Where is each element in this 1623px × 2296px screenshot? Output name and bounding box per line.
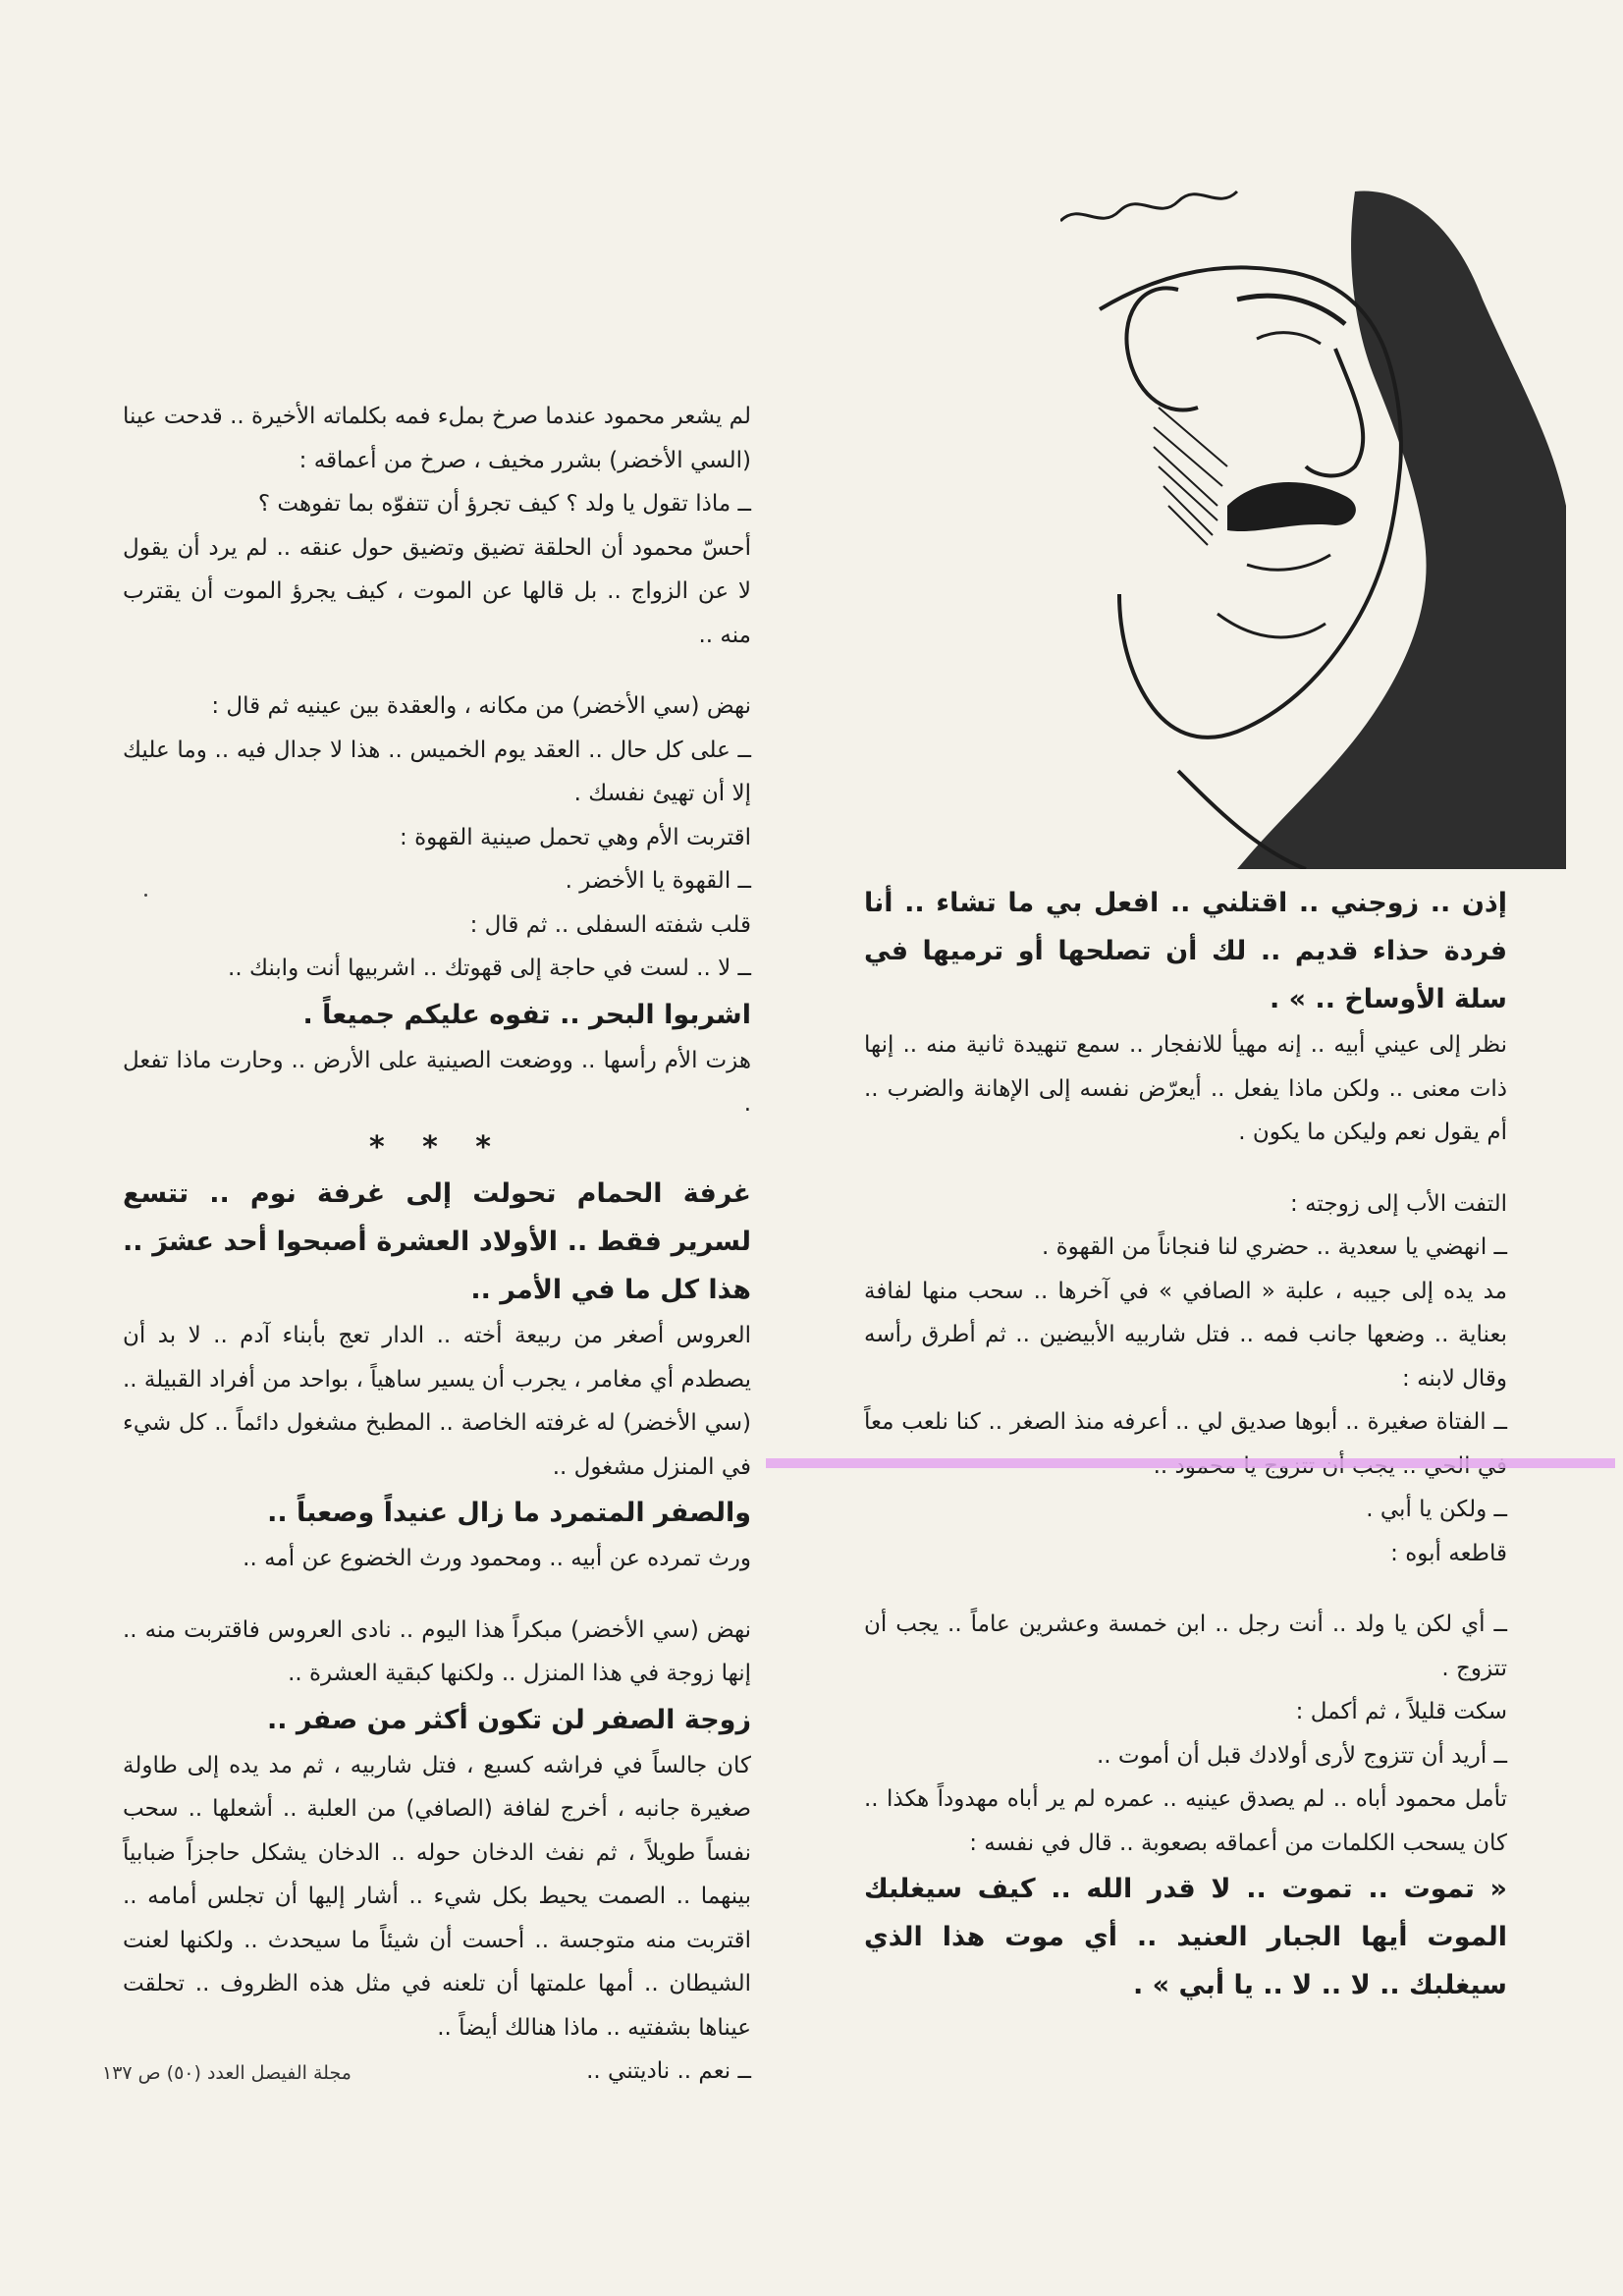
paragraph: ــ ماذا تقول يا ولد ؟ كيف تجرؤ أن تتفوّه بما تفوهت ؟ bbox=[257, 491, 751, 517]
paragraph: ــ أريد أن تتزوج لأرى أولادك قبل أن أموت .. bbox=[1096, 1742, 1507, 1769]
paragraph: ــ أي لكن يا ولد .. أنت رجل .. ابن خمسة وعشرين عاماً .. يجب أن تتزوج . bbox=[864, 1612, 1507, 1681]
man-portrait-sketch-icon bbox=[1060, 182, 1571, 869]
paragraph: ــ الفتاة صغيرة .. أبوها صديق لي .. أعرفه منذ الصغر .. كنا نلعب معاً bbox=[864, 1409, 1507, 1435]
paragraph-gap bbox=[864, 1155, 1507, 1182]
paragraph: مد يده إلى جيبه ، علبة « الصافي » في آخرها .. سحب منها لفافة بعناية .. وضعها جانب فمه .. فتل شاربيه الأبيضين .. ثم أطرق رأسه وقال لابنه : bbox=[864, 1278, 1507, 1392]
paragraph: أحسّ محمود أن الحلقة تضيق وتضيق حول عنقه .. لم يرد أن يقول لا عن الزواج .. بل قالها عن الموت ، كيف يجرؤ الموت أن يقترب منه .. bbox=[123, 534, 751, 648]
section-separator: * * * bbox=[369, 1129, 505, 1165]
highlight-mark bbox=[766, 1458, 1615, 1468]
paragraph: ــ انهضي يا سعدية .. حضري لنا فنجاناً من القهوة . bbox=[1041, 1234, 1507, 1260]
paragraph: سكت قليلاً ، ثم أكمل : bbox=[1295, 1699, 1507, 1724]
paragraph: تأمل محمود أباه .. لم يصدق عينيه .. عمره لم ير أباه مهدوداً هكذا .. كان يسحب الكلمات من أعماقه بصعوبة .. قال في نفسه : bbox=[864, 1786, 1507, 1856]
paragraph: نهض (سي الأخضر) مبكراً هذا اليوم .. نادى العروس فاقتربت منه .. إنها زوجة في هذا المنزل .. ولكنها كبقية العشرة .. bbox=[123, 1616, 751, 1686]
paragraph: ــ على كل حال .. العقد يوم الخميس .. هذا لا جدال فيه .. وما عليك إلا أن تهيئ نفسك . bbox=[123, 737, 751, 806]
bold-paragraph: إذن .. زوجني .. اقتلني .. افعل بي ما تشاء .. أنا فردة حذاء قديم .. لك أن تصلحها أو ترميها في سلة الأوساخ .. » . bbox=[864, 888, 1507, 1014]
paragraph: نهض (سي الأخضر) من مكانه ، والعقدة بين عينيه ثم قال : bbox=[211, 693, 751, 719]
paragraph: ــ القهوة يا الأخضر . bbox=[565, 868, 751, 894]
paragraph: قاطعه أبوه : bbox=[1390, 1540, 1507, 1566]
paragraph: ــ لا .. لست في حاجة إلى قهوتك .. اشربيها أنت وابنك .. bbox=[228, 956, 751, 981]
paragraph: التفت الأب إلى زوجته : bbox=[1290, 1190, 1507, 1217]
left-column bbox=[123, 395, 751, 2094]
paragraph: قلب شفته السفلى .. ثم قال : bbox=[469, 911, 751, 938]
page-footer: مجلة الفيصل العدد (٥٠) ص ١٣٧ bbox=[102, 2062, 352, 2084]
paragraph: ورث تمرده عن أبيه .. ومحمود ورث الخضوع عن أمه .. bbox=[243, 1546, 751, 1571]
paragraph: العروس أصغر من ربيعة أخته .. الدار تعج بأبناء آدم .. لا بد أن يصطدم أي مغامر ، يجرب أن يسير ساهياً ، بواحد من أفراد القبيلة .. (سي الأخضر) له غرفته الخاصة .. المطبخ مشغول دائماً .. كل شيء في المنزل مشغول .. bbox=[122, 1323, 751, 1480]
paragraph: لم يشعر محمود عندما صرخ بملء فمه بكلماته الأخيرة .. قدحت عينا (السي الأخضر) بشرر مخيف ، صرخ من أعماقه : bbox=[123, 404, 751, 473]
paragraph-gap bbox=[123, 657, 751, 684]
print-speck bbox=[144, 894, 147, 897]
paragraph: اقتربت الأم وهي تحمل صينية القهوة : bbox=[400, 824, 751, 850]
paragraph: نظر إلى عيني أبيه .. إنه مهيأ للانفجار .. سمع تنهيدة ثانية منه .. إنها ذات معنى .. ولكن ماذا يفعل .. أيعرّض نفسه إلى الإهانة والضرب .. أم يقول نعم وليكن ما يكون . bbox=[864, 1032, 1507, 1145]
paragraph: ــ نعم .. ناديتني .. bbox=[586, 2058, 751, 2084]
paragraph: كان جالساً في فراشه كسبع ، فتل شاربيه ، ثم مد يده إلى طاولة صغيرة جانبه ، أخرج لفافة (الصافي) من العلبة .. أشعلها .. سحب نفساً طويلاً ، ثم نفث الدخان حوله .. الدخان يشكل حاجزاً ضبابياً بينهما .. الصمت يحيط بكل شيء .. أشار إليها أن تجلس أمامه .. اقتربت منه متوجسة .. أحست أن شيئاً ما سيحدث .. ولكنها لعنت الشيطان .. أمها علمتها أن تلعنه في مثل هذه الظروف .. تحلقت عيناها بشفتيه .. ماذا هنالك أيضاً .. bbox=[123, 1752, 751, 2041]
paragraph: ــ ولكن يا أبي . bbox=[1366, 1497, 1507, 1522]
bold-paragraph: « تموت .. تموت .. لا قدر الله .. كيف سيغلبك الموت أيها الجبار العنيد .. أي موت هذا الذي سيغلبك .. لا .. لا .. يا أبي » . bbox=[864, 1874, 1507, 2000]
bold-paragraph: والصفر المتمرد ما زال عنيداً وصعباً .. bbox=[267, 1498, 751, 1528]
bold-paragraph: زوجة الصفر لن تكون أكثر من صفر .. bbox=[266, 1704, 751, 1735]
right-column bbox=[864, 879, 1507, 2009]
paragraph-gap bbox=[864, 1575, 1507, 1603]
paragraph-gap bbox=[123, 1581, 751, 1609]
bold-paragraph: غرفة الحمام تحولت إلى غرفة نوم .. تتسع لسرير فقط .. الأولاد العشرة أصبحوا أحد عشرَ .. هذا كل ما في الأمر .. bbox=[123, 1178, 751, 1305]
paragraph: هزت الأم رأسها .. ووضعت الصينية على الأرض .. وحارت ماذا تفعل . bbox=[123, 1047, 751, 1117]
bold-paragraph: اشربوا البحر .. تفوه عليكم جميعاً . bbox=[302, 999, 751, 1030]
